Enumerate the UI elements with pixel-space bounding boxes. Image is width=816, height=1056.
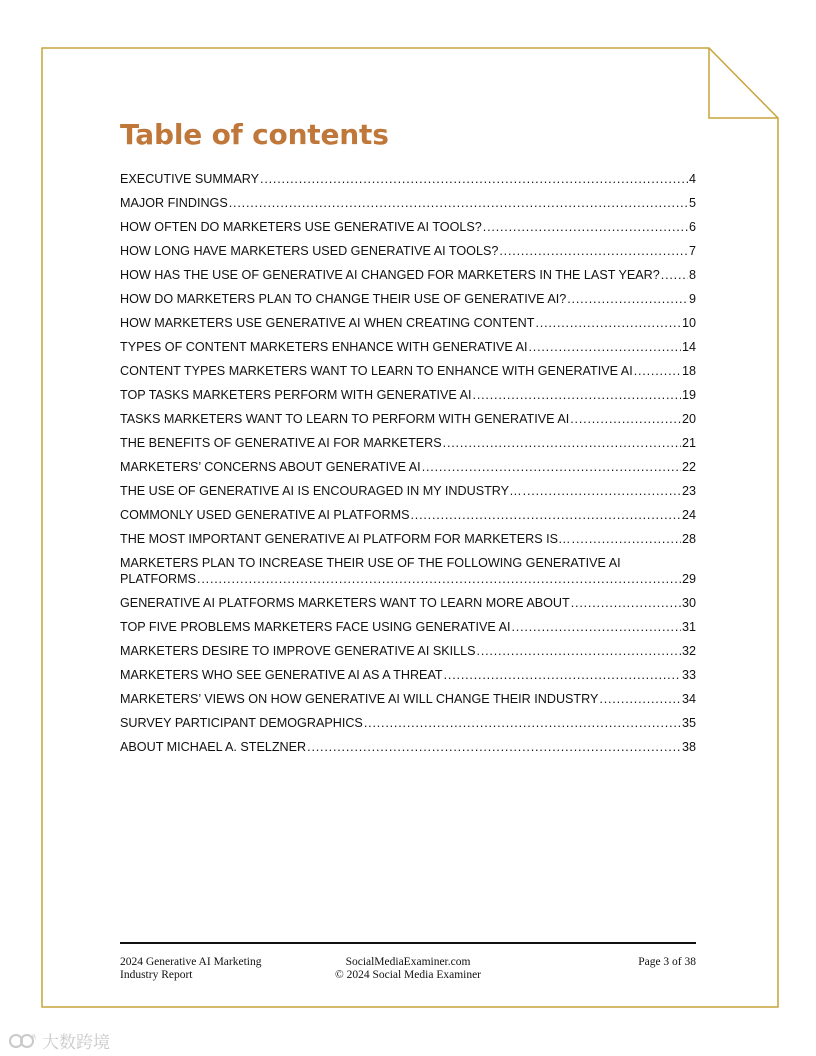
toc-dot-leader [599, 691, 681, 707]
toc-page-number: 22 [681, 460, 696, 474]
toc-entry-label: COMMONLY USED GENERATIVE AI PLATFORMS [120, 508, 410, 522]
toc-dot-leader [523, 483, 681, 499]
toc-entry[interactable] [120, 363, 696, 379]
toc-entry[interactable] [120, 507, 696, 523]
footer-report-line1: 2024 Generative AI Marketing [120, 956, 262, 968]
toc-entry[interactable] [120, 267, 696, 283]
watermark-text: 大数跨境 [42, 1033, 110, 1053]
footer-copyright: © 2024 Social Media Examiner [334, 969, 482, 981]
footer [120, 942, 696, 982]
toc-page-number: 33 [681, 668, 696, 682]
toc-entry-label: TOP TASKS MARKETERS PERFORM WITH GENERATIVE AI [120, 388, 472, 402]
toc-entry[interactable] [120, 739, 696, 755]
toc-entry-label: MARKETERS DESIRE TO IMPROVE GENERATIVE AI SKILLS [120, 644, 476, 658]
toc-entry[interactable] [120, 691, 696, 707]
toc-dot-leader [260, 171, 688, 187]
toc-page-number: 10 [681, 316, 696, 330]
toc-entry-label: HOW HAS THE USE OF GENERATIVE AI CHANGED FOR MARKETERS IN THE LAST YEAR? [120, 268, 660, 282]
toc-entry[interactable] [120, 667, 696, 683]
toc-page-number: 19 [681, 388, 696, 402]
toc-page-number: 20 [681, 412, 696, 426]
toc-dot-leader [661, 267, 688, 283]
toc-dot-leader [444, 667, 681, 683]
toc-page-number: 24 [681, 508, 696, 522]
toc-dot-leader [229, 195, 688, 211]
toc-entry-label: EXECUTIVE SUMMARY [120, 172, 260, 186]
toc-dot-leader [570, 411, 681, 427]
toc-dot-leader [528, 339, 681, 355]
toc-entry[interactable] [120, 715, 696, 731]
toc-page-number: 6 [688, 220, 696, 234]
toc-page-number: 30 [681, 596, 696, 610]
toc-entry-label-line2: PLATFORMS [120, 572, 197, 586]
toc-page-number: 18 [681, 364, 696, 378]
toc-page-number: 9 [688, 292, 696, 306]
toc-entry[interactable] [120, 171, 696, 187]
toc-entry-label: TOP FIVE PROBLEMS MARKETERS FACE USING GENERATIVE AI [120, 620, 511, 634]
toc-page-number: 31 [681, 620, 696, 634]
table-of-contents [120, 171, 696, 755]
toc-entry-label: GENERATIVE AI PLATFORMS MARKETERS WANT TO LEARN MORE ABOUT [120, 596, 570, 610]
toc-entry-label: THE USE OF GENERATIVE AI IS ENCOURAGED IN MY INDUSTRY… [120, 484, 522, 498]
toc-dot-leader [512, 619, 681, 635]
toc-page-number: 34 [681, 692, 696, 706]
toc-entry[interactable] [120, 595, 696, 611]
toc-dot-leader [535, 315, 681, 331]
toc-entry-label: MAJOR FINDINGS [120, 196, 228, 210]
toc-page-number: 35 [681, 716, 696, 730]
toc-entry-label: HOW DO MARKETERS PLAN TO CHANGE THEIR USE OF GENERATIVE AI? [120, 292, 567, 306]
toc-page-number: 14 [681, 340, 696, 354]
toc-dot-leader [443, 435, 681, 451]
toc-entry-label: SURVEY PARTICIPANT DEMOGRAPHICS [120, 716, 363, 730]
toc-entry[interactable] [120, 315, 696, 331]
logo-icon [8, 1032, 38, 1050]
toc-entry[interactable] [120, 387, 696, 403]
toc-dot-leader [477, 643, 681, 659]
toc-dot-leader [571, 595, 681, 611]
toc-entry-label: MARKETERS’ VIEWS ON HOW GENERATIVE AI WILL CHANGE THEIR INDUSTRY [120, 692, 599, 706]
toc-dot-leader [197, 571, 681, 587]
toc-dot-leader [483, 219, 688, 235]
toc-page-number: 28 [681, 532, 696, 546]
toc-entry-label: TYPES OF CONTENT MARKETERS ENHANCE WITH GENERATIVE AI [120, 340, 528, 354]
footer-page-number: Page 3 of 38 [638, 956, 696, 968]
footer-report-name [120, 956, 290, 982]
toc-entry-label: TASKS MARKETERS WANT TO LEARN TO PERFORM WITH GENERATIVE AI [120, 412, 570, 426]
toc-page-number: 4 [688, 172, 696, 186]
main-content [120, 118, 696, 763]
toc-page-number: 21 [681, 436, 696, 450]
toc-entry[interactable] [120, 555, 696, 587]
toc-page-number: 32 [681, 644, 696, 658]
toc-entry-label: MARKETERS’ CONCERNS ABOUT GENERATIVE AI [120, 460, 421, 474]
toc-entry-line2 [120, 571, 696, 587]
toc-page-number: 5 [688, 196, 696, 210]
toc-entry[interactable] [120, 435, 696, 451]
toc-dot-leader [473, 387, 681, 403]
toc-dot-leader [364, 715, 681, 731]
toc-entry-label: THE BENEFITS OF GENERATIVE AI FOR MARKETERS [120, 436, 442, 450]
toc-entry[interactable] [120, 459, 696, 475]
toc-entry[interactable] [120, 339, 696, 355]
toc-entry-label: MARKETERS WHO SEE GENERATIVE AI AS A THREAT [120, 668, 443, 682]
toc-entry[interactable] [120, 643, 696, 659]
toc-entry-label: HOW MARKETERS USE GENERATIVE AI WHEN CREATING CONTENT [120, 316, 535, 330]
toc-dot-leader [422, 459, 681, 475]
toc-entry[interactable] [120, 243, 696, 259]
toc-entry-label: CONTENT TYPES MARKETERS WANT TO LEARN TO ENHANCE WITH GENERATIVE AI [120, 364, 633, 378]
toc-entry[interactable] [120, 531, 696, 547]
toc-dot-leader [634, 363, 681, 379]
toc-page-number: 23 [681, 484, 696, 498]
toc-dot-leader [307, 739, 681, 755]
watermark [8, 1028, 110, 1053]
page-title: Table of contents [120, 118, 389, 151]
toc-entry-label: HOW OFTEN DO MARKETERS USE GENERATIVE AI TOOLS? [120, 220, 482, 234]
toc-page-number: 29 [681, 572, 696, 586]
toc-dot-leader [410, 507, 681, 523]
toc-dot-leader [567, 291, 688, 307]
toc-page-number: 38 [681, 740, 696, 754]
footer-publisher [298, 956, 518, 982]
toc-entry[interactable] [120, 195, 696, 211]
toc-entry[interactable] [120, 483, 696, 499]
toc-entry[interactable] [120, 219, 696, 235]
toc-entry[interactable] [120, 619, 696, 635]
toc-entry[interactable] [120, 411, 696, 427]
toc-entry-label: THE MOST IMPORTANT GENERATIVE AI PLATFORM FOR MARKETERS IS… [120, 532, 571, 546]
toc-entry[interactable] [120, 291, 696, 307]
footer-website: SocialMediaExaminer.com [345, 956, 471, 968]
toc-dot-leader [499, 243, 688, 259]
toc-entry-label: MARKETERS PLAN TO INCREASE THEIR USE OF THE FOLLOWING GENERATIVE AI [120, 556, 621, 570]
toc-dot-leader [572, 531, 681, 547]
toc-entry-label: HOW LONG HAVE MARKETERS USED GENERATIVE AI TOOLS? [120, 244, 499, 258]
footer-report-line2: Industry Report [120, 969, 193, 981]
toc-entry-label: ABOUT MICHAEL A. STELZNER [120, 740, 307, 754]
toc-page-number: 8 [688, 268, 696, 282]
toc-page-number: 7 [688, 244, 696, 258]
svg-text:R: R [32, 1033, 37, 1041]
